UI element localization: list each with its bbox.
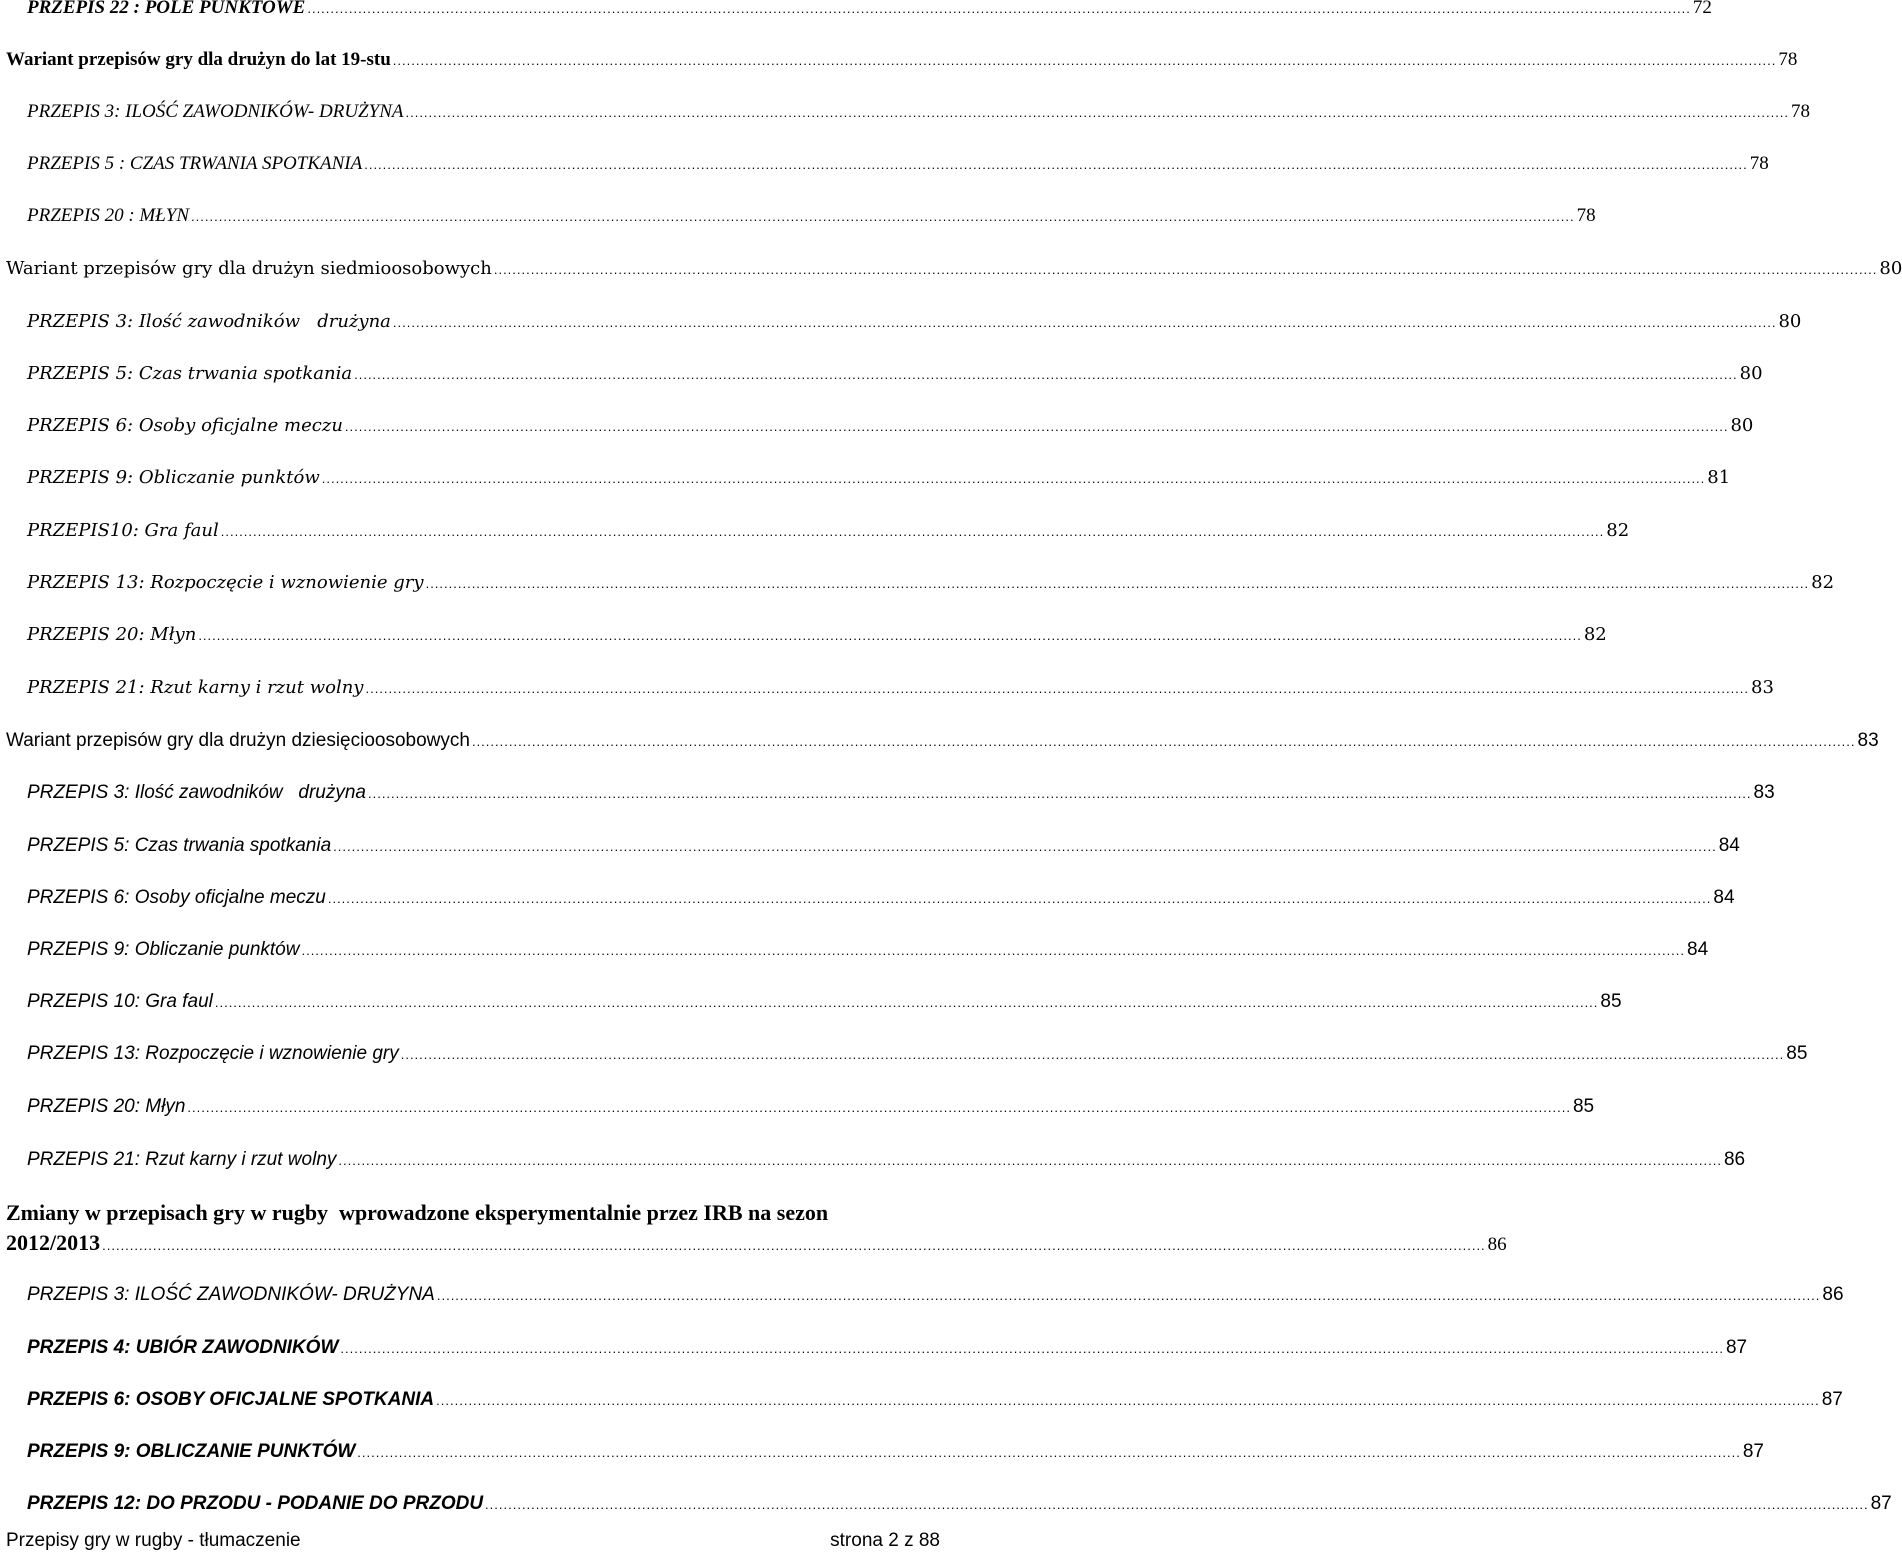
toc-entry-page: 80	[1879, 258, 1902, 279]
toc-dot-leader: ............................................................................................................................................................................................................................................................................................................	[198, 628, 1582, 643]
toc-entry[interactable]	[6, 729, 1879, 754]
toc-entry-page: 87	[1742, 1441, 1764, 1462]
toc-dot-leader: ............................................................................................................................................................................................................................................................................................................	[471, 734, 1856, 749]
toc-dot-leader: ............................................................................................................................................................................................................................................................................................................	[344, 419, 1729, 434]
toc-entry-title: PRZEPIS 5: Czas trwania spotkania	[27, 363, 353, 384]
toc-dot-leader: ............................................................................................................................................................................................................................................................................................................	[214, 995, 1599, 1010]
toc-entry-title: PRZEPIS 5 : CZAS TRWANIA SPOTKANIA	[27, 153, 363, 174]
toc-entry-title: PRZEPIS 3: Ilość zawodników drużyna	[27, 782, 366, 803]
toc-entry[interactable]	[27, 676, 1774, 701]
toc-entry-title: PRZEPIS 3: ILOŚĆ ZAWODNIKÓW- DRUŻYNA	[27, 1284, 435, 1305]
page-footer	[6, 1528, 940, 1554]
toc-entry-page: 83	[1753, 782, 1775, 803]
toc-entry-page: 78	[1778, 49, 1798, 70]
toc-dot-leader: ............................................................................................................................................................................................................................................................................................................	[436, 1393, 1820, 1408]
toc-entry[interactable]	[27, 990, 1622, 1015]
toc-dot-leader: ............................................................................................................................................................................................................................................................................................................	[187, 1100, 1571, 1115]
toc-entry[interactable]	[27, 1095, 1595, 1120]
footer-page-number: strona 2 z 88	[830, 1530, 940, 1551]
toc-entry-title: Wariant przepisów gry dla drużyn do lat 19-stu	[6, 49, 391, 70]
toc-entry-page: 84	[1718, 835, 1740, 856]
toc-dot-leader: ............................................................................................................................................................................................................................................................................................................	[220, 524, 1605, 539]
toc-entry[interactable]	[27, 1492, 1892, 1517]
toc-entry-title: PRZEPIS 21: Rzut karny i rzut wolny	[27, 677, 364, 698]
toc-entry-title: PRZEPIS 20: Młyn	[27, 1096, 186, 1117]
toc-dot-leader: ............................................................................................................................................................................................................................................................................................................	[392, 53, 1777, 68]
toc-entry-title-line1: Zmiany w przepisach gry w rugby wprowadzone eksperymentalnie przez IRB na sezon	[6, 1200, 829, 1225]
toc-entry-page: 87	[1870, 1493, 1892, 1514]
toc-entry-page: 87	[1725, 1337, 1748, 1358]
toc-entry-title: Wariant przepisów gry dla drużyn siedmioosobowych	[6, 258, 492, 279]
toc-entry-title: PRZEPIS 6: Osoby oficjalne meczu	[27, 415, 343, 436]
toc-entry[interactable]	[27, 886, 1735, 911]
toc-entry[interactable]	[27, 152, 1769, 177]
toc-entry-page: 86	[1723, 1149, 1746, 1170]
toc-entry-page: 78	[1749, 153, 1769, 174]
toc-entry[interactable]	[27, 623, 1607, 648]
toc-entry-page: 82	[1606, 520, 1630, 541]
toc-dot-leader: ............................................................................................................................................................................................................................................................................................................	[321, 471, 1706, 486]
toc-entry-page: 78	[1576, 205, 1596, 226]
toc-dot-leader: ............................................................................................................................................................................................................................................................................................................	[191, 209, 1575, 224]
toc-dot-leader: ............................................................................................................................................................................................................................................................................................................	[307, 1, 1691, 16]
toc-dot-leader: ............................................................................................................................................................................................................................................................................................................	[436, 1288, 1821, 1303]
toc-entry-title: PRZEPIS 13: Rozpoczęcie i wznowienie gry	[27, 1043, 399, 1064]
toc-entry[interactable]	[27, 1148, 1746, 1173]
toc-entry-page: 80	[1778, 311, 1802, 332]
toc-entry-title: PRZEPIS 9: Obliczanie punktów	[27, 467, 320, 488]
toc-entry-page: 81	[1707, 467, 1731, 488]
toc-dot-leader: ............................................................................................................................................................................................................................................................................................................	[405, 105, 1790, 120]
toc-dot-leader: ............................................................................................................................................................................................................................................................................................................	[367, 786, 1752, 801]
toc-entry-title: PRZEPIS 20: Młyn	[27, 624, 197, 645]
toc-entry-title: PRZEPIS 9: OBLICZANIE PUNKTÓW	[27, 1441, 356, 1462]
toc-entry[interactable]	[27, 781, 1775, 806]
toc-entry-page: 83	[1857, 730, 1879, 751]
toc-entry-title: PRZEPIS 9: Obliczanie punktów	[27, 939, 300, 960]
toc-entry-page: 85	[1786, 1043, 1808, 1064]
toc-entry-title: Wariant przepisów gry dla drużyn dziesięcioosobowych	[6, 730, 470, 751]
toc-entry-title: PRZEPIS 12: DO PRZODU - PODANIE DO PRZODU	[27, 1493, 484, 1514]
toc-entry-title: PRZEPIS 22 : POLE PUNKTOWE	[27, 0, 306, 18]
toc-entry[interactable]	[27, 519, 1630, 544]
toc-entry[interactable]	[27, 571, 1835, 596]
toc-entry-title: PRZEPIS 3: ILOŚĆ ZAWODNIKÓW- DRUŻYNA	[27, 101, 404, 122]
toc-entry[interactable]	[27, 1283, 1844, 1308]
toc-dot-leader: ............................................................................................................................................................................................................................................................................................................	[338, 1153, 1722, 1168]
footer-document-title: Przepisy gry w rugby - tłumaczenie	[6, 1530, 301, 1551]
toc-entry-page: 84	[1687, 939, 1709, 960]
toc-entry[interactable]	[27, 310, 1802, 335]
toc-dot-leader: ............................................................................................................................................................................................................................................................................................................	[301, 943, 1686, 958]
toc-dot-leader: ............................................................................................................................................................................................................................................................................................................	[365, 681, 1750, 696]
toc-entry-page: 78	[1791, 101, 1811, 122]
toc-entry[interactable]	[27, 466, 1731, 491]
toc-entry-section-heading[interactable]	[6, 1197, 956, 1228]
toc-entry[interactable]	[27, 834, 1740, 859]
toc-entry-title: PRZEPIS 4: UBIÓR ZAWODNIKÓW	[27, 1337, 339, 1358]
toc-entry-title: PRZEPIS 10: Gra faul	[27, 991, 213, 1012]
toc-entry-title: PRZEPIS 6: OSOBY OFICJALNE SPOTKANIA	[27, 1389, 435, 1410]
toc-entry-page: 87	[1821, 1389, 1843, 1410]
toc-entry[interactable]	[6, 48, 1798, 73]
toc-dot-leader: ............................................................................................................................................................................................................................................................................................................	[425, 576, 1810, 591]
toc-entry-page: 82	[1811, 572, 1835, 593]
toc-entry-title: PRZEPIS 21: Rzut karny i rzut wolny	[27, 1149, 337, 1170]
toc-entry-page: 72	[1692, 0, 1712, 18]
toc-entry[interactable]	[27, 1042, 1808, 1067]
toc-entry-title: PRZEPIS 13: Rozpoczęcie i wznowienie gry	[27, 572, 424, 593]
toc-entry-title: PRZEPIS 5: Czas trwania spotkania	[27, 835, 332, 856]
toc-entry-title: PRZEPIS 6: Osoby oficjalne meczu	[27, 887, 326, 908]
toc-dot-leader: ............................................................................................................................................................................................................................................................................................................	[327, 891, 1712, 906]
toc-entry-page: 86	[1487, 1234, 1507, 1255]
toc-dot-leader: ............................................................................................................................................................................................................................................................................................................	[354, 367, 1738, 382]
toc-entry-page: 86	[1822, 1284, 1844, 1305]
toc-entry[interactable]	[27, 938, 1709, 963]
toc-entry[interactable]	[27, 414, 1754, 439]
toc-dot-leader: ............................................................................................................................................................................................................................................................................................................	[364, 157, 1748, 172]
toc-entry-page: 84	[1713, 887, 1735, 908]
toc-entry-page: 85	[1600, 991, 1622, 1012]
toc-entry[interactable]	[6, 257, 1902, 282]
toc-dot-leader: ............................................................................................................................................................................................................................................................................................................	[333, 839, 1717, 854]
toc-entry-page: 80	[1739, 363, 1763, 384]
toc-dot-leader: ............................................................................................................................................................................................................................................................................................................	[392, 315, 1777, 330]
toc-entry[interactable]	[27, 1336, 1748, 1361]
toc-entry[interactable]	[27, 1440, 1764, 1465]
toc-entry[interactable]	[6, 1230, 1507, 1258]
toc-dot-leader: ............................................................................................................................................................................................................................................................................................................	[400, 1047, 1785, 1062]
toc-dot-leader: ............................................................................................................................................................................................................................................................................................................	[102, 1238, 1486, 1253]
toc-entry[interactable]	[27, 1388, 1843, 1413]
toc-entry-page: 82	[1583, 624, 1607, 645]
toc-entry-page: 83	[1751, 677, 1774, 698]
toc-entry-page: 80	[1730, 415, 1754, 436]
toc-entry-page: 85	[1572, 1096, 1595, 1117]
toc-dot-leader: ............................................................................................................................................................................................................................................................................................................	[485, 1497, 1869, 1512]
toc-entry-title-line2: 2012/2013	[6, 1230, 101, 1255]
toc-entry[interactable]	[27, 0, 1712, 21]
toc-entry[interactable]	[27, 362, 1763, 387]
toc-entry[interactable]	[27, 100, 1811, 125]
toc-entry-title: PRZEPIS 20 : MŁYN	[27, 205, 190, 226]
toc-dot-leader: ............................................................................................................................................................................................................................................................................................................	[493, 262, 1878, 277]
toc-entry[interactable]	[27, 204, 1596, 229]
toc-entry-title: PRZEPIS10: Gra faul	[27, 520, 219, 541]
toc-dot-leader: ............................................................................................................................................................................................................................................................................................................	[357, 1445, 1741, 1460]
toc-dot-leader: ............................................................................................................................................................................................................................................................................................................	[340, 1341, 1724, 1356]
toc-entry-title: PRZEPIS 3: Ilość zawodników drużyna	[27, 311, 391, 332]
